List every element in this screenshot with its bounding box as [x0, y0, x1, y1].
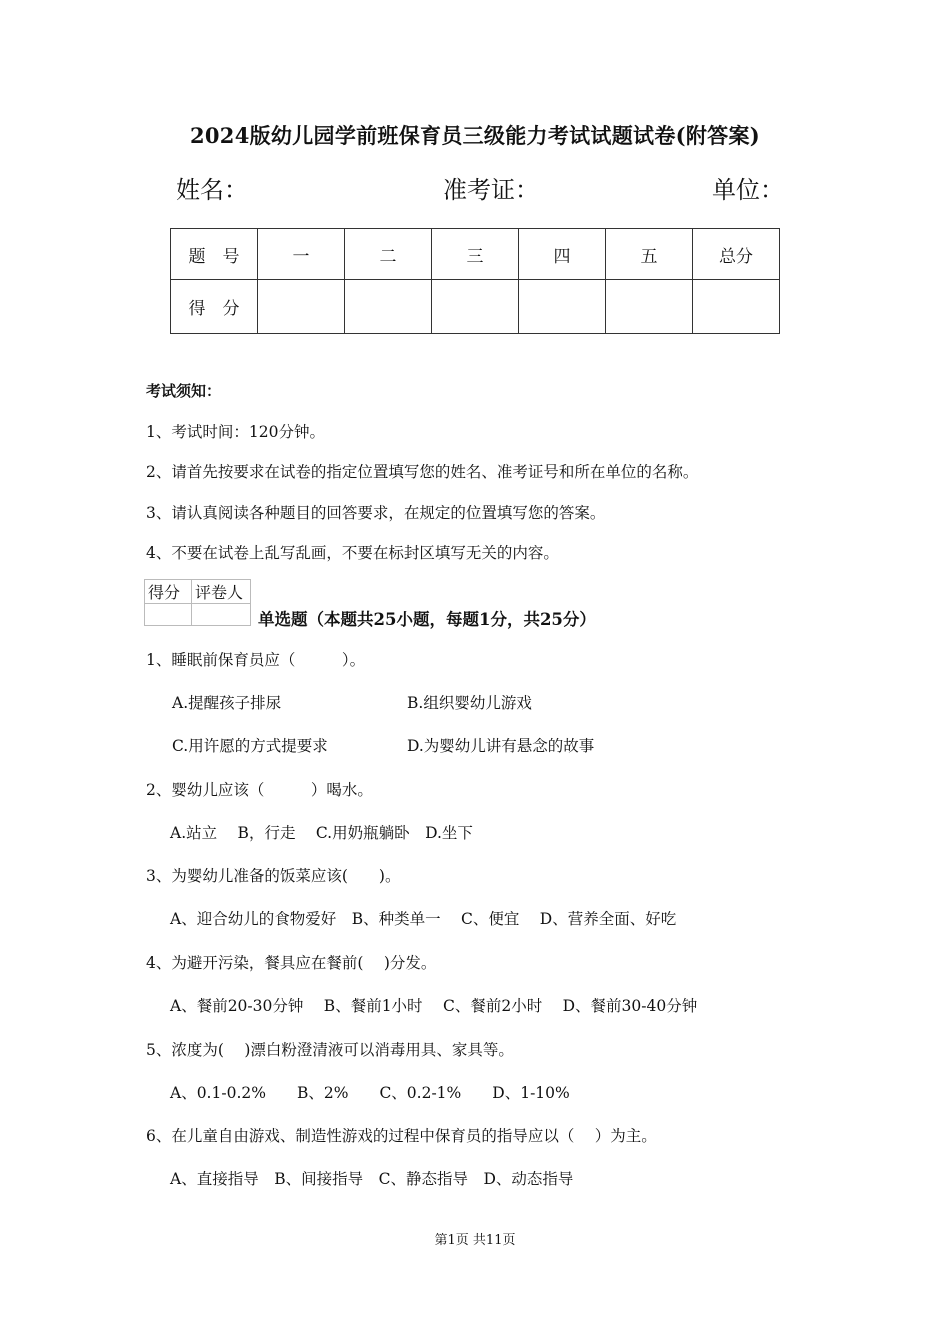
score-table-row-label: 得 分 — [171, 280, 258, 334]
score-table-column: 四 — [519, 229, 606, 280]
question-options-line: A、迎合幼儿的食物爱好 B、种类单一 C、便宜 D、营养全面、好吃 — [170, 910, 677, 928]
question-option: B.组织婴幼儿游戏 — [407, 694, 532, 712]
score-cell[interactable] — [258, 280, 345, 334]
grader-box-grader-cell[interactable] — [192, 604, 251, 626]
page-footer: 第1页 共11页 — [434, 1233, 516, 1248]
notice-item: 3、请认真阅读各种题目的回答要求，在规定的位置填写您的答案。 — [146, 504, 606, 522]
grader-box — [144, 579, 251, 626]
score-cell[interactable] — [606, 280, 693, 334]
question-text: 2、婴幼儿应该（ ）喝水。 — [146, 781, 373, 799]
score-table-column-total: 总分 — [693, 229, 780, 280]
grader-box-grader-label: 评卷人 — [192, 580, 251, 604]
question-option: C.用许愿的方式提要求 — [172, 737, 328, 755]
question-options-line: A、餐前20-30分钟 B、餐前1小时 C、餐前2小时 D、餐前30-40分钟 — [170, 997, 698, 1015]
question-text: 6、在儿童自由游戏、制造性游戏的过程中保育员的指导应以（ ）为主。 — [146, 1127, 657, 1145]
grader-box-score-cell[interactable] — [145, 604, 192, 626]
score-table — [170, 228, 780, 334]
notice-item: 2、请首先按要求在试卷的指定位置填写您的姓名、准考证号和所在单位的名称。 — [146, 463, 699, 481]
score-table-column: 三 — [432, 229, 519, 280]
name-field-label: 姓名： — [176, 176, 248, 204]
score-cell[interactable] — [519, 280, 606, 334]
question-options-line: A、0.1-0.2% B、2% C、0.2-1% D、1-10% — [170, 1084, 570, 1102]
question-text: 4、为避开污染，餐具应在餐前( )分发。 — [146, 954, 437, 972]
score-cell-total[interactable] — [693, 280, 780, 334]
page-title: 2024版幼儿园学前班保育员三级能力考试试题试卷(附答案) — [189, 123, 761, 148]
question-option: A.提醒孩子排尿 — [172, 694, 282, 712]
question-text: 1、睡眠前保育员应（ ）。 — [146, 651, 366, 669]
exam-id-field-label: 准考证： — [443, 176, 539, 204]
score-table-column: 二 — [345, 229, 432, 280]
score-table-header-label: 题 号 — [171, 229, 258, 280]
question-options-line: A.站立 B，行走 C.用奶瓶躺卧 D.坐下 — [170, 824, 473, 842]
score-table-column: 一 — [258, 229, 345, 280]
score-table-header-row — [171, 229, 780, 280]
unit-field-label: 单位： — [712, 176, 784, 204]
grader-box-score-label: 得分 — [145, 580, 192, 604]
score-cell[interactable] — [345, 280, 432, 334]
question-text: 5、浓度为( )漂白粉澄清液可以消毒用具、家具等。 — [146, 1041, 514, 1059]
question-options-line: A、直接指导 B、间接指导 C、静态指导 D、动态指导 — [170, 1170, 574, 1188]
question-text: 3、为婴幼儿准备的饭菜应该( )。 — [146, 867, 401, 885]
question-option: D.为婴幼儿讲有悬念的故事 — [407, 737, 595, 755]
notice-heading: 考试须知： — [146, 382, 222, 400]
score-table-column: 五 — [606, 229, 693, 280]
section-title: 单选题（本题共25小题，每题1分，共25分） — [258, 610, 596, 629]
score-table-score-row — [171, 280, 780, 334]
notice-item: 1、考试时间：120分钟。 — [146, 423, 325, 441]
score-cell[interactable] — [432, 280, 519, 334]
notice-item: 4、不要在试卷上乱写乱画，不要在标封区填写无关的内容。 — [146, 544, 559, 562]
